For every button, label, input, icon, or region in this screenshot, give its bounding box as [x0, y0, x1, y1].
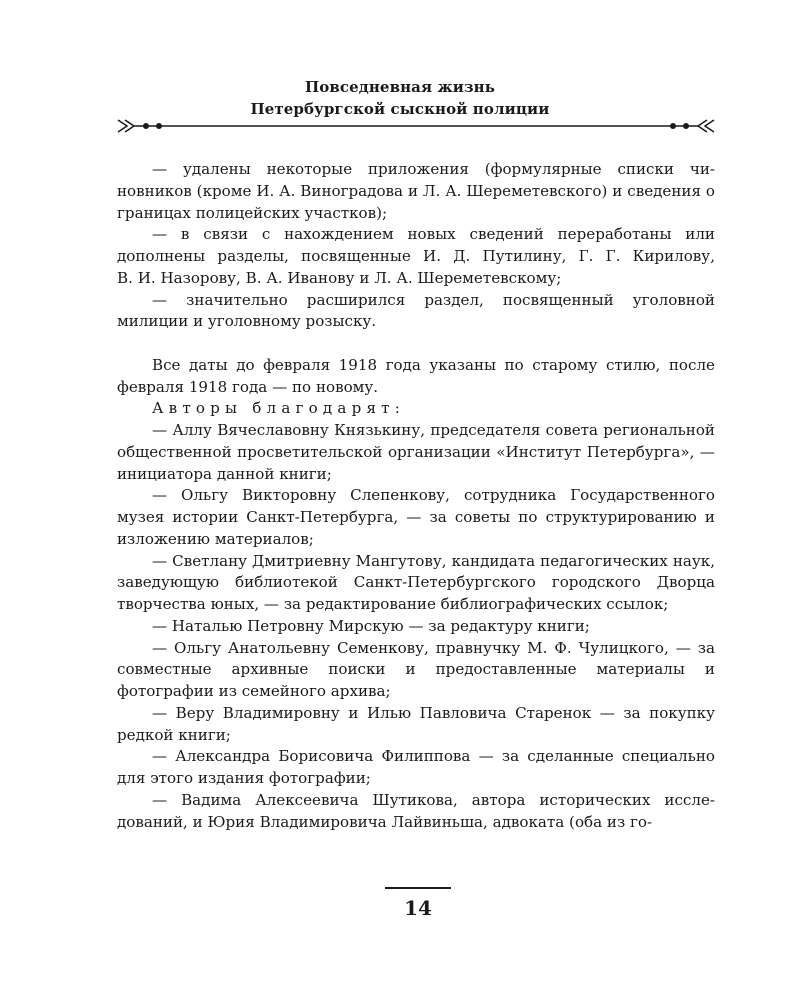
running-header [0, 76, 800, 120]
paragraph-dates-note: Все даты до февраля 1918 года указаны по старому стилю, после февраля 1918 года — по новому. [117, 355, 715, 396]
body-text [117, 159, 715, 833]
footer-rule [385, 887, 451, 889]
thanks-starenok: — Веру Владимировну и Илью Павловича Старенок — за покупку редкой книги; [117, 703, 715, 744]
paragraph-gap [117, 333, 715, 355]
thanks-knyazkina: — Аллу Вячеславовну Князькину, председателя совета региональной общественной просветительской организации «Институт Петербурга», — инициатора данной книги; [117, 421, 715, 483]
running-header-line-1: Повседневная жизнь [304, 78, 496, 96]
thanks-mangutova: — Светлану Дмитриевну Мангутову, кандидата педагогических наук, заведующую библиотекой Санкт-Петербургского городского Дворца творчества юных, — за редактирование библиографических ссылок; [117, 551, 715, 613]
thanks-semenkova: — Ольгу Анатольевну Семенкову, правнучку М. Ф. Чулицкого, — за совместные архивные поиски и предоставленные материалы и фотографии из семейного архива; [117, 638, 715, 700]
paragraph-revised-sections: — в связи с нахождением новых сведений переработаны или дополнены разделы, посвященные И. Д. Путилину, Г. Г. Кирилову, В. И. Назорову, В. А. Иванову и Л. А. Шереметевскому; [117, 225, 715, 287]
thanks-slepenkova: — Ольгу Викторовну Слепенкову, сотрудника Государственного музея истории Санкт-Петербурга, — за советы по структурированию и изложению материалов; [117, 486, 715, 548]
acknowledgements-heading: Авторы благодарят: [152, 399, 400, 418]
running-header-line-2: Петербургской сыскной полиции [250, 100, 550, 118]
header-ornament-rule [116, 117, 716, 135]
thanks-shutikov-laivinsh: — Вадима Алексеевича Шутикова, автора исторических исследований, и Юрия Владимировича Лайвиньша, адвоката (оба из го- [117, 790, 715, 831]
page-number: 14 [404, 896, 432, 920]
paragraph-removed-appendices: — удалены некоторые приложения (формулярные списки чиновников (кроме И. А. Виноградова и Л. А. Шереметевского) и сведения о границах полицейских участков); [117, 160, 715, 222]
paragraph-expanded-section: — значительно расширился раздел, посвященный уголовной милиции и уголовному розыску. [117, 290, 715, 331]
thanks-mirskaya: — Наталью Петровну Мирскую — за редактуру книги; [152, 616, 590, 635]
thanks-filippov: — Александра Борисовича Филиппова — за сделанные специально для этого издания фотографии; [117, 747, 715, 787]
